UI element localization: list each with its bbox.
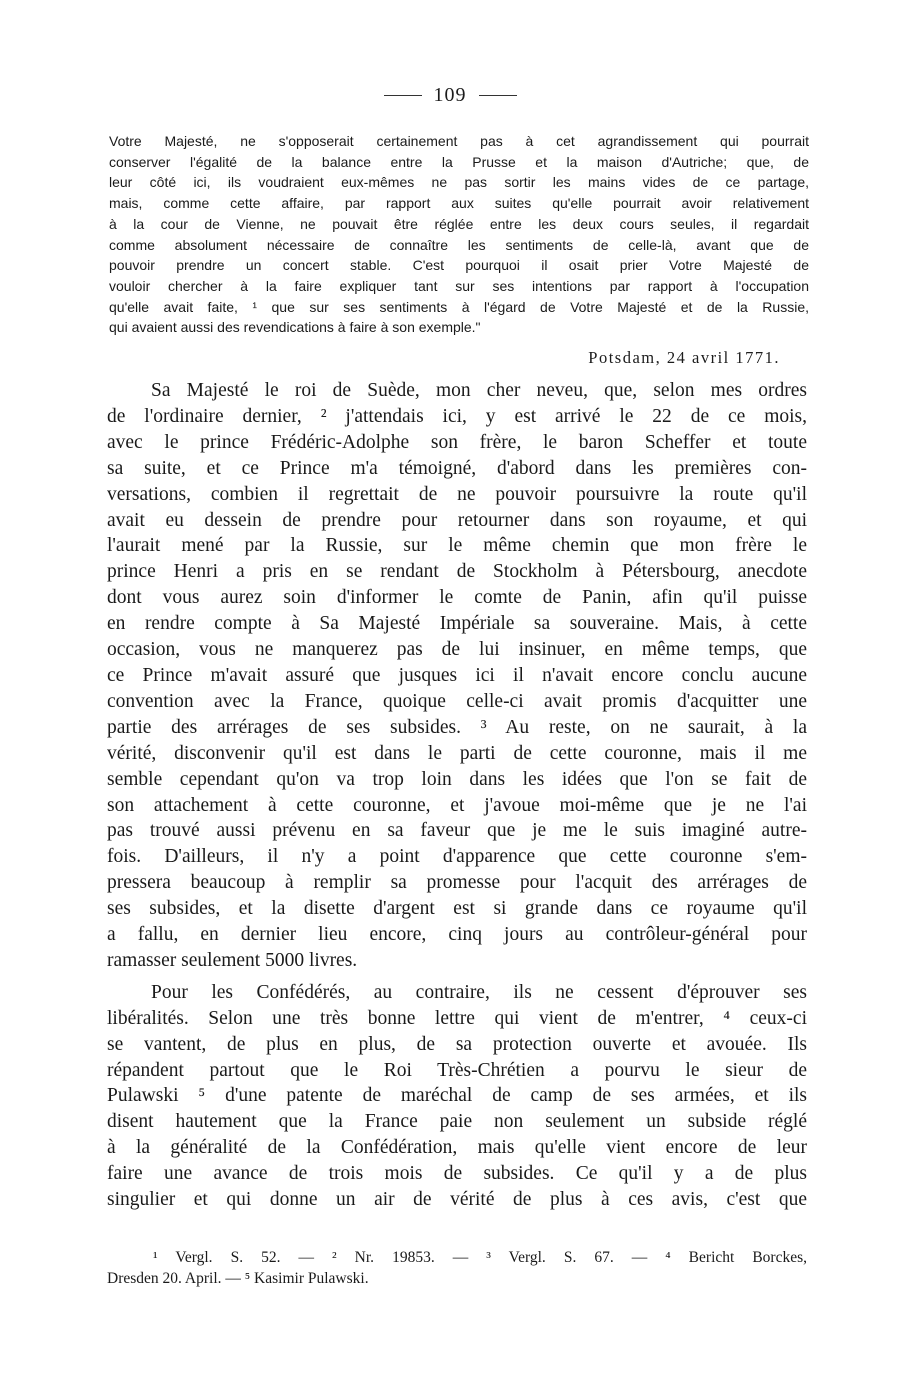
header-rule-left <box>384 95 422 96</box>
body-line: dont vous aurez soin d'informer le comte de Panin, afin qu'il puisse <box>107 587 807 609</box>
body-line: ramasser seulement 5000 livres. <box>107 949 358 971</box>
body-line: faire une avance de trois mois de subsides. Ce qu'il y a de plus <box>107 1163 807 1185</box>
quoted-report <box>109 131 809 338</box>
body-line: convention avec la France, quoique celle-ci avait promis d'acquitter une <box>107 690 807 712</box>
page-number: 109 <box>433 84 467 106</box>
body-line: prince Henri a pris en se rendant de Stockholm à Pétersbourg, anecdote <box>107 561 807 583</box>
quote-line: Votre Majesté, ne s'opposerait certainement pas à cet agrandissement qui pourrait <box>109 133 809 149</box>
body-line: Sa Majesté le roi de Suède, mon cher neveu, que, selon mes ordres <box>151 380 807 401</box>
quote-line: leur côté ici, ils voudraient eux-mêmes ne pas sortir les mains vides de ce partage, <box>109 174 809 191</box>
body-line: l'aurait mené par la Russie, sur le même chemin que mon frère le <box>107 535 807 557</box>
quote-line: conserver l'égalité de la balance entre la Prusse et la maison d'Autriche; que, de <box>109 153 809 170</box>
body-line: répandent partout que le Roi Très-Chrétien a pourvu le sieur de <box>107 1059 807 1081</box>
body-line: partie des arrérages de ses subsides. ³ Au reste, on ne saurait, à la <box>107 716 807 738</box>
body-line: fois. D'ailleurs, il n'y a point d'apparence que cette couronne s'em- <box>107 846 807 868</box>
body-line: ce Prince m'avait assuré que jusques ici il n'avait encore conclu aucune <box>107 664 807 686</box>
body-line: Pulawski ⁵ d'une patente de maréchal de camp de ses armées, et ils <box>107 1085 807 1107</box>
footnotes <box>107 1247 807 1289</box>
quote-line: vouloir chercher à la faire expliquer tant sur ses intentions par rapport à l'occupation <box>109 277 809 294</box>
body-line: de l'ordinaire dernier, ² j'attendais ici, y est arrivé le 22 de ce mois, <box>107 405 807 427</box>
body-line: se vantent, de plus en plus, de sa protection ouverte et avouée. Ils <box>107 1033 807 1055</box>
quote-line: pouvoir prendre un concert stable. C'est pourquoi il osait prier Votre Majesté de <box>109 257 809 274</box>
body-line: libéralités. Selon une très bonne lettre qui vient de m'entrer, ⁴ ceux-ci <box>107 1007 807 1029</box>
body-line: versations, combien il regrettait de ne pouvoir poursuivre la route qu'il <box>107 483 807 505</box>
body-line: semble cependant qu'on va trop loin dans les idées que l'on se fait de <box>107 768 807 790</box>
letter-body <box>107 378 807 1213</box>
body-line: son attachement à cette couronne, et j'avoue moi-même que je ne l'ai <box>107 794 807 816</box>
body-line: disent hautement que la France paie non seulement un subside réglé <box>107 1111 807 1133</box>
body-line: avec le prince Frédéric-Adolphe son frère, le baron Scheffer et toute <box>107 431 807 453</box>
body-line: a fallu, en dernier lieu encore, cinq jours au contrôleur-général pour <box>107 924 807 946</box>
quote-line: qu'elle avait faite, ¹ que sur ses sentiments à l'égard de Votre Majesté et de la Russie, <box>109 298 809 315</box>
page-header <box>0 84 900 107</box>
footnote-line: Dresden 20. April. — ⁵ Kasimir Pulawski. <box>107 1270 369 1287</box>
header-rule-right <box>479 95 517 96</box>
quote-line: qui avaient aussi des revendications à faire à son exemple." <box>109 319 481 336</box>
body-line: singulier et qui donne un air de vérité de plus à ces avis, c'est que <box>107 1189 807 1211</box>
quote-line: à la cour de Vienne, ne pouvait être réglée entre les deux cours seules, il regardait <box>109 215 809 232</box>
body-line: pas trouvé aussi prévenu en sa faveur que je me le suis imaginé autre- <box>107 820 807 842</box>
body-line: ses subsides, et la disette d'argent est si grande dans ce royaume qu'il <box>107 898 807 920</box>
body-line: Pour les Confédérés, au contraire, ils ne cessent d'éprouver ses <box>151 981 807 1003</box>
body-line: vérité, disconvenir qu'il est dans le parti de cette couronne, mais il me <box>107 742 807 764</box>
body-line: à la généralité de la Confédération, mais qu'elle vient encore de leur <box>107 1137 807 1159</box>
body-line: avait eu dessein de prendre pour retourner dans son royaume, et qui <box>107 509 807 531</box>
quote-line: comme absolument nécessaire de connaître les sentiments de celle-là, avant que de <box>109 236 809 253</box>
body-line: pressera beaucoup à remplir sa promesse pour l'acquit des arrérages de <box>107 872 807 894</box>
footnote-line: ¹ Vergl. S. 52. — ² Nr. 19853. — ³ Vergl. S. 67. — ⁴ Bericht Borckes, <box>153 1249 807 1266</box>
quote-line: mais, comme cette affaire, par rapport aux suites qu'elle pourrait avoir relativement <box>109 195 809 212</box>
dateline: Potsdam, 24 avril 1771. <box>588 348 780 367</box>
body-line: sa suite, et ce Prince m'a témoigné, d'abord dans les premières con- <box>107 457 807 479</box>
body-line: en rendre compte à Sa Majesté Impériale sa souveraine. Mais, à cette <box>107 613 807 635</box>
body-line: occasion, vous ne manquerez pas de lui insinuer, en même temps, que <box>107 639 807 661</box>
